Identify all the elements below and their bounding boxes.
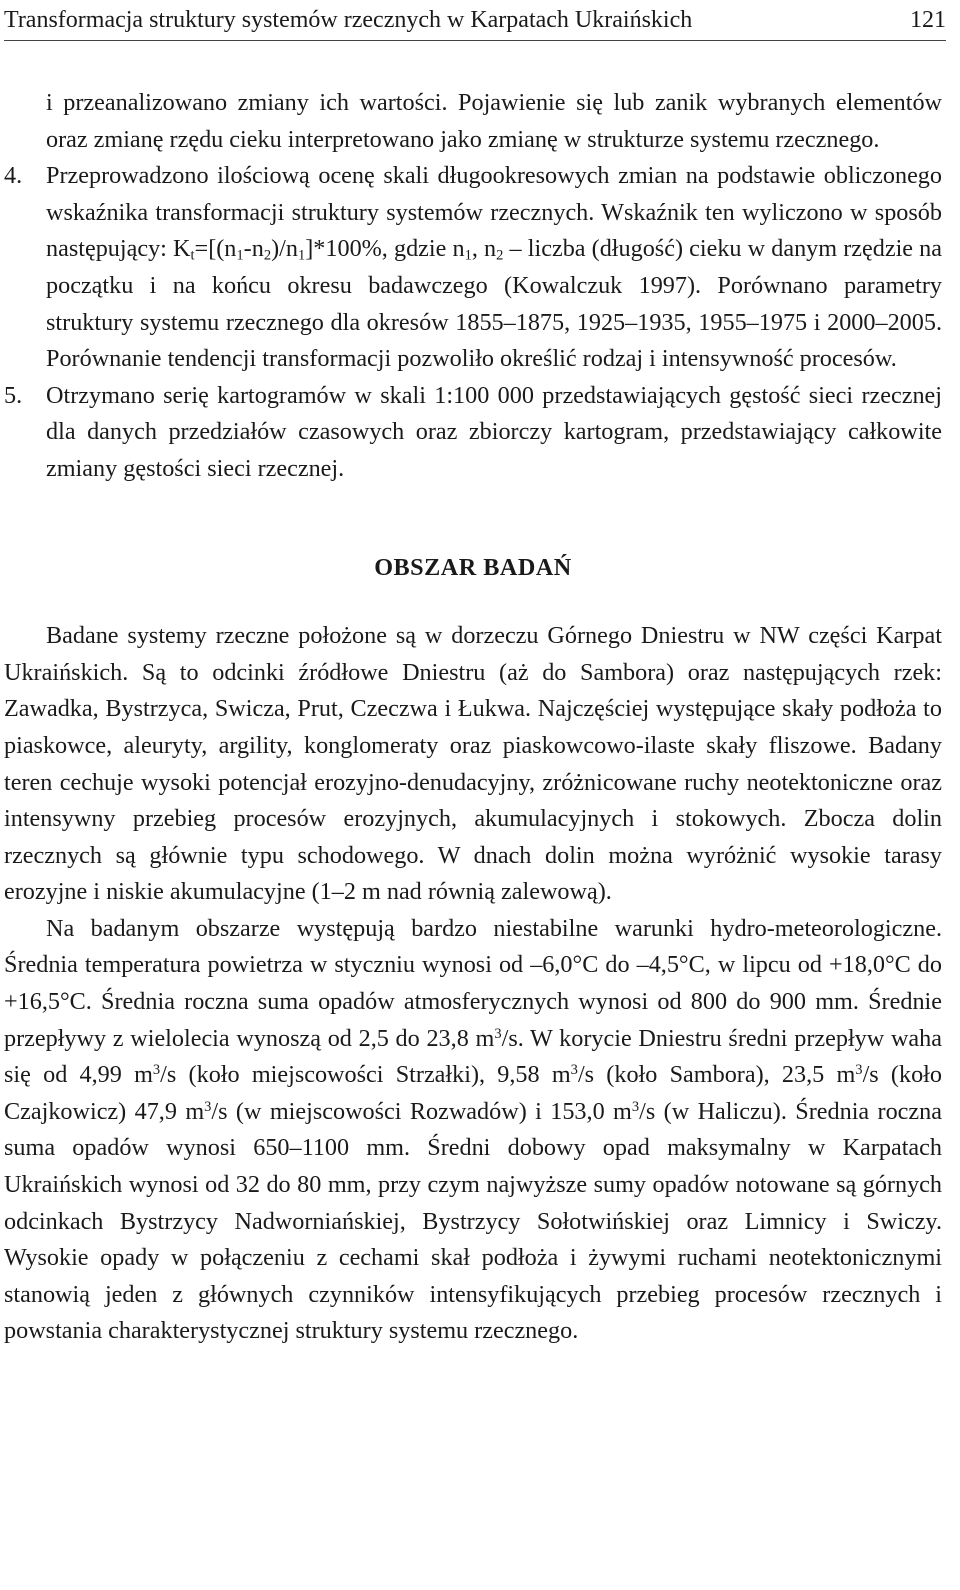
page-body xyxy=(4,85,942,1350)
superscript-3: 3 xyxy=(570,1062,578,1079)
formula-sub-t: t xyxy=(190,248,195,264)
formula-part-3: )/n xyxy=(271,235,298,263)
list-item-4-text xyxy=(46,158,942,378)
item4-text-b: – liczba (długość) cieku w danym rzędzie na początku i na końcu okresu badawczego (Kowalczuk 1997). Porównano parametry struktury systemu rzecznego dla okresów 1855–1875, 1925–1935, 1955–1975 i 2000–2005. Porównanie tendencji transformacji pozwoliło określić rodzaj i intensywność procesów. xyxy=(46,235,942,373)
list-item-4-number: 4. xyxy=(4,162,23,190)
formula-part-5: , n xyxy=(471,235,497,263)
superscript-3: 3 xyxy=(204,1098,212,1115)
superscript-3: 3 xyxy=(631,1098,640,1115)
formula-part-2: -n xyxy=(243,235,264,263)
superscript-3: 3 xyxy=(855,1062,863,1079)
section-heading: OBSZAR BADAŃ xyxy=(374,553,572,581)
page-number: 121 xyxy=(910,6,946,33)
list-item-5-text: Otrzymano serię kartogramów w skali 1:100 000 przedstawiających gęstość sieci rzecznej dla danych przedziałów czasowych oraz zbiorczy kartogram, przedstawiający całkowite zmiany gęstości sieci rzecznej. xyxy=(46,381,942,482)
para2-s4: /s (koło Sambora), 23,5 m xyxy=(577,1061,856,1089)
item4-text-a: Przeprowadzono ilościową ocenę skali długookresowych zmian na podstawie obliczonego wskaźnika transformacji struktury systemów rzecznych. Wskaźnik ten wyliczono w sposób następujący: K xyxy=(46,162,942,263)
list-item-5-number: 5. xyxy=(4,381,23,409)
formula-part-1: =[(n xyxy=(194,235,237,263)
para2-s2: /s. W korycie Dniestru średni przepływ waha się od 4,99 m xyxy=(4,1024,942,1089)
paragraph-hydro-meteo xyxy=(4,911,942,1350)
formula-sub-1a: 1 xyxy=(236,248,244,264)
formula-sub-1c: 1 xyxy=(464,248,472,264)
list-item-4 xyxy=(4,158,942,378)
running-title: Transformacja struktury systemów rzecznych w Karpatach Ukraińskich xyxy=(4,6,693,33)
superscript-3: 3 xyxy=(494,1025,502,1042)
para2-s3: /s (koło miejscowości Strzałki), 9,58 m xyxy=(160,1061,571,1089)
para2-s5: /s (koło Czajkowicz) 47,9 m xyxy=(4,1061,942,1125)
para2-s1: Na badanym obszarze występują bardzo niestabilne warunki hydro-meteorologiczne. Średnia temperatura powietrza w styczniu wynosi od –6,0°C do –4,5°C, w lipcu od +18,0°C do +16,5°C. Średnia roczna suma opadów atmosferycznych wynosi od 800 do 900 mm. Średnie przepływy z wielolecia wynoszą od 2,5 do 23,8 m xyxy=(4,914,942,1052)
list-item-3-continuation: i przeanalizowano zmiany ich wartości. Pojawienie się lub zanik wybranych elementów oraz zmianę rzędu cieku interpretowano jako zmianę w strukturze systemu rzecznego. xyxy=(46,89,942,153)
para2-s7: /s (w Haliczu). Średnia roczna suma opadów wynosi 650–1100 mm. Średni dobowy opad maksymalny w Karpatach Ukraińskich wynosi od 32 do 80 mm, przy czym najwyższe sumy opadów notowane są górnych odcinkach Bystrzycy Nadworniańskiej, Bystrzycy Sołotwińskiej oraz Limnicy i Swiczy. Wysokie opady w połączeniu z cechami skał podłoża i żywymi ruchami neotektonicznymi stanowią jeden z głównych czynników intensyfikujących przebieg procesów rzecznych i powstania charakterystycznej struktury systemu rzecznego. xyxy=(4,1097,942,1345)
formula-sub-1b: 1 xyxy=(297,248,306,264)
formula-sub-2a: 2 xyxy=(263,248,272,264)
running-header xyxy=(4,0,946,41)
paragraph-study-area: Badane systemy rzeczne położone są w dorzeczu Górnego Dniestru w NW części Karpat Ukraińskich. Są to odcinki źródłowe Dniestru (aż do Sambora) oraz następujących rzek: Zawadka, Bystrzyca, Swicza, Prut, Czeczwa i Łukwa. Najczęściej występujące skały podłoża to piaskowce, aleuryty, argility, konglomeraty oraz piaskowcowo-ilaste skały fliszowe. Badany teren cechuje wysoki potencjał erozyjno-denudacyjny, zróżnicowane ruchy neotektoniczne oraz intensywny przebieg procesów erozyjnych, akumulacyjnych i stokowych. Zbocza dolin rzecznych są głównie typu schodowego. W dnach dolin można wyróżnić wysokie tarasy erozyjne i niskie akumulacyjne (1–2 m nad równią zalewową). xyxy=(4,622,942,906)
superscript-3: 3 xyxy=(152,1062,161,1079)
list-item-5 xyxy=(4,378,942,488)
para2-s6: /s (w miejscowości Rozwadów) i 153,0 m xyxy=(211,1097,632,1125)
formula-part-4: ]*100%, gdzie n xyxy=(305,235,465,263)
formula-sub-2b: 2 xyxy=(496,248,504,264)
